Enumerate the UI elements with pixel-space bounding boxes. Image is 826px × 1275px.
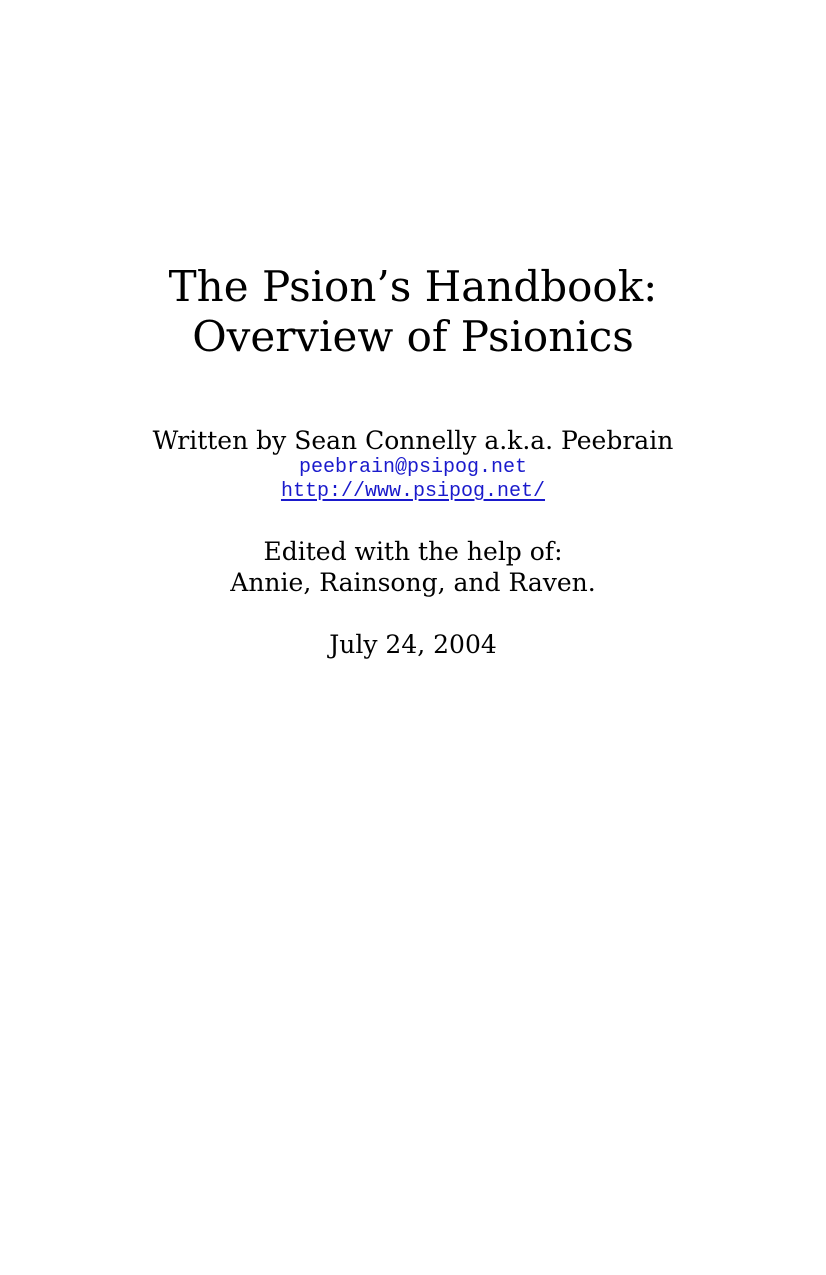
- editors-block: [0, 536, 826, 598]
- author-email-link[interactable]: [0, 456, 826, 480]
- document-title: [0, 262, 826, 362]
- author-website-link[interactable]: [0, 480, 826, 504]
- author-website-text: http://www.psipog.net/: [280, 480, 546, 503]
- author-block: [0, 425, 826, 504]
- editors-names: Annie, Rainsong, and Raven.: [230, 568, 596, 597]
- author-byline: Written by Sean Connelly a.k.a. Peebrain: [152, 426, 674, 455]
- title-line-1: The Psion’s Handbook:: [168, 262, 658, 311]
- editors-intro: Edited with the help of:: [263, 537, 563, 566]
- title-line-2: Overview of Psionics: [192, 312, 634, 361]
- author-email-text: peebrain@psipog.net: [298, 456, 528, 479]
- publication-date: July 24, 2004: [329, 630, 497, 659]
